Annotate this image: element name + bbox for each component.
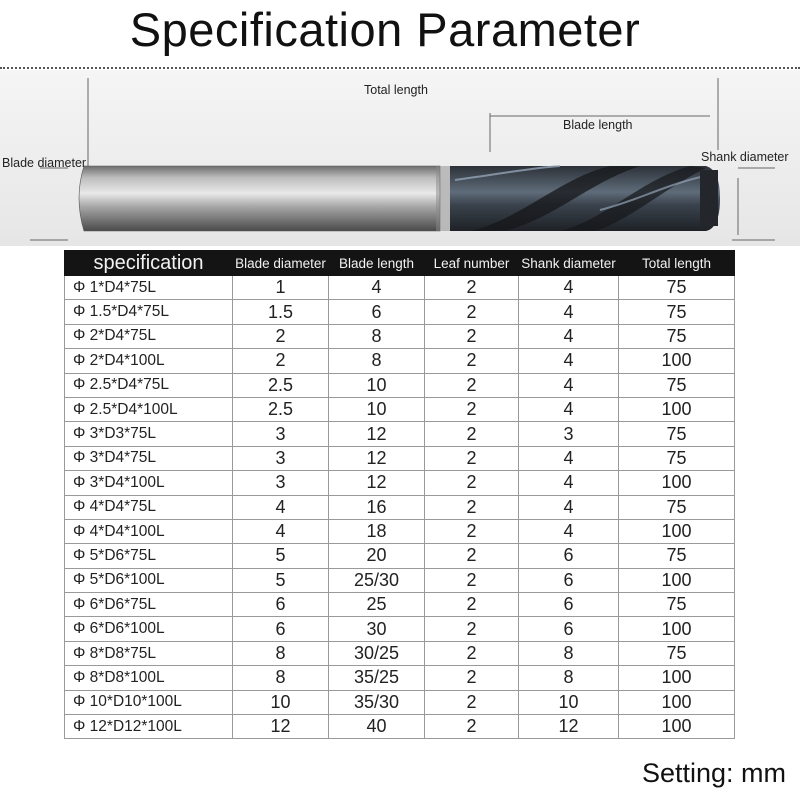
value-cell: 6 <box>519 617 619 641</box>
column-header: Shank diameter <box>519 251 619 276</box>
column-header: Leaf number <box>425 251 519 276</box>
spec-cell: Φ 2.5*D4*75L <box>65 373 233 397</box>
spec-cell: Φ 10*D10*100L <box>65 690 233 714</box>
table-row <box>65 422 735 446</box>
table-body <box>65 276 735 739</box>
table-row <box>65 715 735 739</box>
value-cell: 6 <box>519 593 619 617</box>
value-cell: 2 <box>425 373 519 397</box>
table-row <box>65 666 735 690</box>
value-cell: 75 <box>619 446 735 470</box>
value-cell: 20 <box>329 544 425 568</box>
value-cell: 4 <box>519 495 619 519</box>
spec-cell: Φ 6*D6*75L <box>65 593 233 617</box>
value-cell: 75 <box>619 422 735 446</box>
table-row <box>65 373 735 397</box>
value-cell: 2 <box>425 324 519 348</box>
value-cell: 2 <box>425 422 519 446</box>
table-row <box>65 568 735 592</box>
spec-cell: Φ 6*D6*100L <box>65 617 233 641</box>
value-cell: 12 <box>329 422 425 446</box>
total-length-label: Total length <box>364 83 428 97</box>
value-cell: 8 <box>233 641 329 665</box>
table-row <box>65 495 735 519</box>
table-row <box>65 593 735 617</box>
table-row <box>65 276 735 300</box>
value-cell: 2 <box>425 593 519 617</box>
value-cell: 2.5 <box>233 373 329 397</box>
value-cell: 75 <box>619 300 735 324</box>
value-cell: 25/30 <box>329 568 425 592</box>
specification-table <box>64 250 735 739</box>
value-cell: 8 <box>233 666 329 690</box>
column-header: specification <box>65 251 233 276</box>
value-cell: 35/25 <box>329 666 425 690</box>
value-cell: 100 <box>619 349 735 373</box>
value-cell: 6 <box>519 544 619 568</box>
value-cell: 2 <box>425 715 519 739</box>
table-row <box>65 617 735 641</box>
value-cell: 4 <box>233 519 329 543</box>
table-row <box>65 690 735 714</box>
spec-cell: Φ 4*D4*100L <box>65 519 233 543</box>
value-cell: 8 <box>329 349 425 373</box>
value-cell: 10 <box>329 373 425 397</box>
value-cell: 18 <box>329 519 425 543</box>
column-header: Blade length <box>329 251 425 276</box>
value-cell: 4 <box>519 446 619 470</box>
spec-cell: Φ 2*D4*100L <box>65 349 233 373</box>
value-cell: 75 <box>619 641 735 665</box>
value-cell: 3 <box>233 446 329 470</box>
value-cell: 100 <box>619 568 735 592</box>
value-cell: 30 <box>329 617 425 641</box>
value-cell: 100 <box>619 715 735 739</box>
blade-length-label: Blade length <box>563 118 633 132</box>
value-cell: 12 <box>329 471 425 495</box>
value-cell: 4 <box>519 397 619 421</box>
value-cell: 5 <box>233 544 329 568</box>
value-cell: 2 <box>425 349 519 373</box>
value-cell: 5 <box>233 568 329 592</box>
value-cell: 4 <box>519 276 619 300</box>
value-cell: 2 <box>425 495 519 519</box>
dotted-divider <box>0 67 800 69</box>
value-cell: 6 <box>233 593 329 617</box>
value-cell: 75 <box>619 593 735 617</box>
table-row <box>65 471 735 495</box>
value-cell: 2.5 <box>233 397 329 421</box>
spec-cell: Φ 5*D6*75L <box>65 544 233 568</box>
shank-diameter-label: Shank diameter <box>701 150 789 164</box>
table-row <box>65 349 735 373</box>
spec-cell: Φ 2*D4*75L <box>65 324 233 348</box>
value-cell: 30/25 <box>329 641 425 665</box>
value-cell: 6 <box>233 617 329 641</box>
table-row <box>65 397 735 421</box>
value-cell: 12 <box>233 715 329 739</box>
value-cell: 8 <box>519 666 619 690</box>
value-cell: 40 <box>329 715 425 739</box>
value-cell: 4 <box>519 300 619 324</box>
value-cell: 100 <box>619 397 735 421</box>
value-cell: 10 <box>233 690 329 714</box>
value-cell: 2 <box>425 397 519 421</box>
value-cell: 4 <box>519 471 619 495</box>
value-cell: 75 <box>619 495 735 519</box>
value-cell: 4 <box>329 276 425 300</box>
value-cell: 8 <box>329 324 425 348</box>
value-cell: 12 <box>329 446 425 470</box>
value-cell: 4 <box>519 373 619 397</box>
blade-diameter-label: Blade diameter <box>2 156 87 170</box>
value-cell: 2 <box>425 617 519 641</box>
value-cell: 2 <box>425 519 519 543</box>
column-header: Total length <box>619 251 735 276</box>
end-mill-diagram <box>0 70 800 246</box>
value-cell: 6 <box>519 568 619 592</box>
value-cell: 100 <box>619 617 735 641</box>
value-cell: 10 <box>329 397 425 421</box>
table-row <box>65 300 735 324</box>
value-cell: 25 <box>329 593 425 617</box>
value-cell: 2 <box>425 276 519 300</box>
value-cell: 3 <box>519 422 619 446</box>
value-cell: 2 <box>425 544 519 568</box>
spec-cell: Φ 12*D12*100L <box>65 715 233 739</box>
value-cell: 100 <box>619 666 735 690</box>
value-cell: 8 <box>519 641 619 665</box>
value-cell: 6 <box>329 300 425 324</box>
value-cell: 2 <box>425 446 519 470</box>
spec-cell: Φ 5*D6*100L <box>65 568 233 592</box>
value-cell: 2 <box>233 349 329 373</box>
value-cell: 35/30 <box>329 690 425 714</box>
value-cell: 2 <box>425 300 519 324</box>
table-row <box>65 641 735 665</box>
value-cell: 75 <box>619 373 735 397</box>
value-cell: 1 <box>233 276 329 300</box>
value-cell: 75 <box>619 324 735 348</box>
value-cell: 100 <box>619 519 735 543</box>
table-row <box>65 446 735 470</box>
value-cell: 75 <box>619 544 735 568</box>
value-cell: 4 <box>519 349 619 373</box>
value-cell: 2 <box>425 471 519 495</box>
value-cell: 2 <box>425 641 519 665</box>
page-title: Specification Parameter <box>129 3 641 56</box>
spec-cell: Φ 4*D4*75L <box>65 495 233 519</box>
value-cell: 100 <box>619 471 735 495</box>
value-cell: 4 <box>519 324 619 348</box>
spec-cell: Φ 8*D8*75L <box>65 641 233 665</box>
column-header: Blade diameter <box>233 251 329 276</box>
value-cell: 4 <box>233 495 329 519</box>
table-row <box>65 324 735 348</box>
spec-cell: Φ 1*D4*75L <box>65 276 233 300</box>
spec-cell: Φ 3*D3*75L <box>65 422 233 446</box>
value-cell: 1.5 <box>233 300 329 324</box>
table-row <box>65 519 735 543</box>
value-cell: 16 <box>329 495 425 519</box>
table-header-row <box>65 251 735 276</box>
value-cell: 12 <box>519 715 619 739</box>
value-cell: 75 <box>619 276 735 300</box>
value-cell: 100 <box>619 690 735 714</box>
value-cell: 2 <box>425 690 519 714</box>
unit-note: Setting: mm <box>641 758 786 788</box>
value-cell: 2 <box>425 568 519 592</box>
spec-cell: Φ 3*D4*75L <box>65 446 233 470</box>
value-cell: 2 <box>233 324 329 348</box>
spec-cell: Φ 1.5*D4*75L <box>65 300 233 324</box>
value-cell: 3 <box>233 471 329 495</box>
value-cell: 3 <box>233 422 329 446</box>
spec-cell: Φ 3*D4*100L <box>65 471 233 495</box>
value-cell: 10 <box>519 690 619 714</box>
spec-cell: Φ 2.5*D4*100L <box>65 397 233 421</box>
value-cell: 2 <box>425 666 519 690</box>
table-row <box>65 544 735 568</box>
spec-cell: Φ 8*D8*100L <box>65 666 233 690</box>
value-cell: 4 <box>519 519 619 543</box>
